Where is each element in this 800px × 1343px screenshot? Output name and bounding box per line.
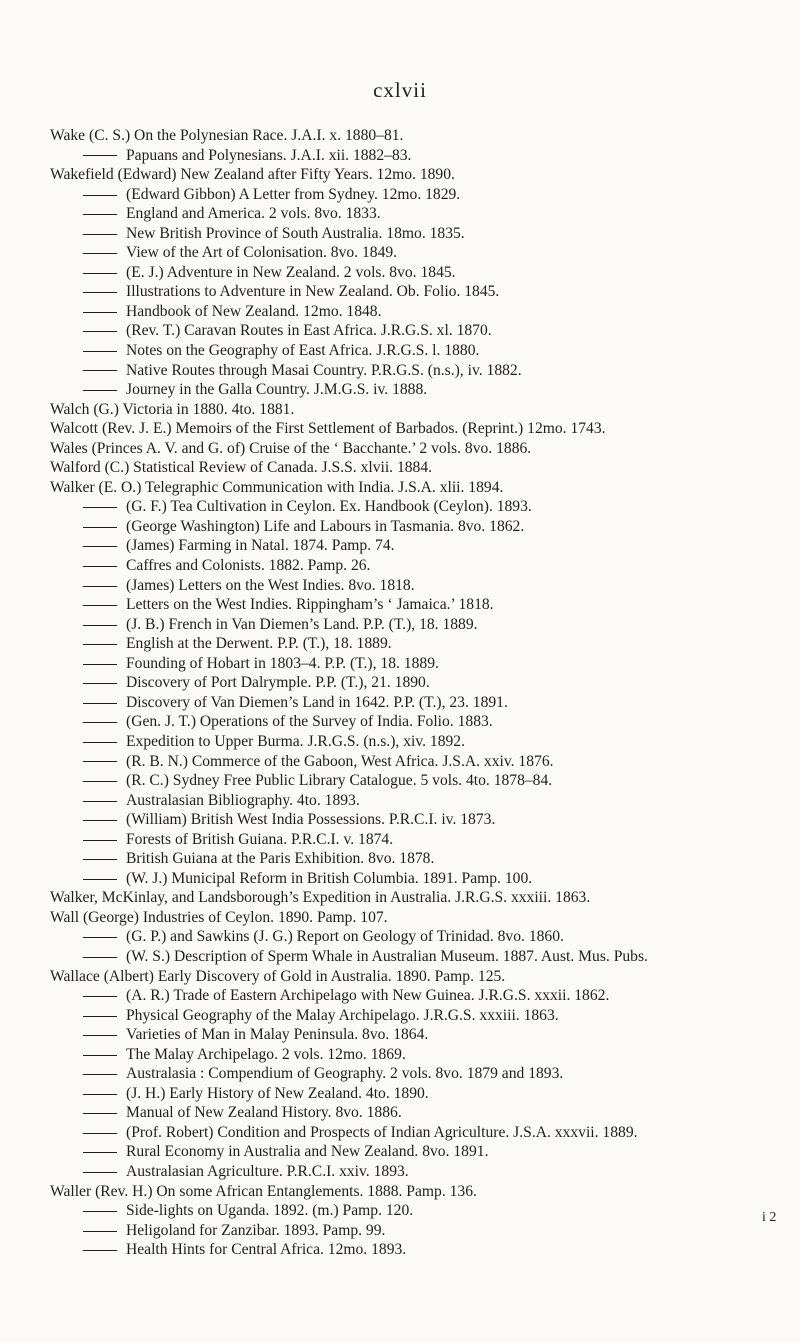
entry-text: Manual of New Zealand History. 8vo. 1886.: [126, 1104, 402, 1122]
entry-text: (J. H.) Early History of New Zealand. 4to. 1890.: [126, 1084, 429, 1102]
catalogue-subentry: [0, 947, 800, 967]
catalogue-subentry: [0, 1006, 800, 1026]
catalogue-subentry: [0, 1025, 800, 1045]
entry-text: (W. S.) Description of Sperm Whale in Australian Museum. 1887. Aust. Mus. Pubs.: [126, 947, 648, 965]
catalogue-subentry: [0, 810, 800, 830]
ditto-dash: [83, 625, 117, 626]
catalogue-subentry: [0, 1162, 800, 1182]
catalogue-subentry: [0, 1201, 800, 1221]
catalogue-subentry: [0, 927, 800, 947]
ditto-dash: [83, 214, 117, 215]
ditto-dash: [83, 820, 117, 821]
catalogue-subentry: [0, 634, 800, 654]
entry-text: Notes on the Geography of East Africa. J.R.G.S. l. 1880.: [126, 342, 480, 360]
ditto-dash: [83, 390, 117, 391]
ditto-dash: [83, 605, 117, 606]
catalogue-subentry: [0, 771, 800, 791]
entry-text: Walker (E. O.) Telegraphic Communication with India. J.S.A. xlii. 1894.: [50, 478, 504, 496]
catalogue-subentry: [0, 1142, 800, 1162]
entry-text: (Edward Gibbon) A Letter from Sydney. 12mo. 1829.: [126, 185, 461, 203]
entry-text: The Malay Archipelago. 2 vols. 12mo. 1869.: [126, 1045, 406, 1063]
ditto-dash: [83, 1113, 117, 1114]
ditto-dash: [83, 1231, 117, 1232]
entry-text: Papuans and Polynesians. J.A.I. xii. 1882–83.: [126, 146, 412, 164]
entry-text: Discovery of Van Diemen’s Land in 1642. P.P. (T.), 23. 1891.: [126, 693, 508, 711]
ditto-dash: [83, 546, 117, 547]
catalogue-subentry: [0, 556, 800, 576]
catalogue-subentry: [0, 615, 800, 635]
catalogue-subentry: [0, 654, 800, 674]
entry-text: Heligoland for Zanzibar. 1893. Pamp. 99.: [126, 1221, 386, 1239]
ditto-dash: [83, 859, 117, 860]
catalogue-subentry: [0, 1123, 800, 1143]
entry-text: English at the Derwent. P.P. (T.), 18. 1889.: [126, 635, 392, 653]
entry-text: Physical Geography of the Malay Archipelago. J.R.G.S. xxxiii. 1863.: [126, 1006, 559, 1024]
entry-text: Walcott (Rev. J. E.) Memoirs of the First Settlement of Barbados. (Reprint.) 12mo. 1743.: [50, 420, 606, 438]
entry-text: Discovery of Port Dalrymple. P.P. (T.), 21. 1890.: [126, 674, 430, 692]
catalogue-entry: [0, 908, 800, 928]
ditto-dash: [83, 312, 117, 313]
catalogue-subentry: [0, 380, 800, 400]
catalogue-subentry: [0, 1240, 800, 1260]
ditto-dash: [83, 527, 117, 528]
catalogue-subentry: [0, 693, 800, 713]
catalogue-subentry: [0, 497, 800, 517]
ditto-dash: [83, 1094, 117, 1095]
entry-text: Letters on the West Indies. Rippingham’s ‘ Jamaica.’ 1818.: [126, 596, 494, 614]
catalogue-subentry: [0, 204, 800, 224]
entry-text: (J. B.) French in Van Diemen’s Land. P.P. (T.), 18. 1889.: [126, 615, 478, 633]
entry-text: Wake (C. S.) On the Polynesian Race. J.A.I. x. 1880–81.: [50, 127, 404, 144]
entry-text: Expedition to Upper Burma. J.R.G.S. (n.s.), xiv. 1892.: [126, 732, 465, 750]
entry-text: View of the Art of Colonisation. 8vo. 1849.: [126, 244, 398, 262]
entry-text: Wales (Princes A. V. and G. of) Cruise of the ‘ Bacchante.’ 2 vols. 8vo. 1886.: [50, 439, 532, 457]
catalogue-subentry: [0, 986, 800, 1006]
ditto-dash: [83, 1172, 117, 1173]
ditto-dash: [83, 1250, 117, 1251]
entry-text: Wakefield (Edward) New Zealand after Fifty Years. 12mo. 1890.: [50, 166, 455, 184]
ditto-dash: [83, 683, 117, 684]
catalogue-subentry: [0, 830, 800, 850]
ditto-dash: [83, 801, 117, 802]
catalogue-subentry: [0, 302, 800, 322]
catalogue-subentry: [0, 752, 800, 772]
catalogue-subentry: [0, 791, 800, 811]
ditto-dash: [83, 1016, 117, 1017]
catalogue-entry: [0, 888, 800, 908]
entry-text: Australasia : Compendium of Geography. 2 vols. 8vo. 1879 and 1893.: [126, 1065, 564, 1083]
entry-text: Illustrations to Adventure in New Zealand. Ob. Folio. 1845.: [126, 283, 500, 301]
ditto-dash: [83, 1035, 117, 1036]
entry-text: (G. P.) and Sawkins (J. G.) Report on Geology of Trinidad. 8vo. 1860.: [126, 928, 564, 946]
catalogue-entry: [0, 419, 800, 439]
printer-signature: i 2: [762, 1210, 777, 1225]
entry-text: (James) Letters on the West Indies. 8vo. 1818.: [126, 576, 415, 594]
entry-text: Caffres and Colonists. 1882. Pamp. 26.: [126, 557, 371, 575]
catalogue-subentry: [0, 1221, 800, 1241]
catalogue-entry: [0, 126, 800, 146]
entry-text: Side-lights on Uganda. 1892. (m.) Pamp. 120.: [126, 1202, 414, 1220]
entry-text: (R. C.) Sydney Free Public Library Catalogue. 5 vols. 4to. 1878–84.: [126, 772, 553, 790]
catalogue-subentry: [0, 224, 800, 244]
entry-text: (James) Farming in Natal. 1874. Pamp. 74.: [126, 537, 395, 555]
ditto-dash: [83, 195, 117, 196]
ditto-dash: [83, 370, 117, 371]
ditto-dash: [83, 292, 117, 293]
ditto-dash: [83, 937, 117, 938]
catalogue-subentry: [0, 673, 800, 693]
entry-text: Health Hints for Central Africa. 12mo. 1893.: [126, 1241, 407, 1259]
ditto-dash: [83, 566, 117, 567]
entry-text: (G. F.) Tea Cultivation in Ceylon. Ex. Handbook (Ceylon). 1893.: [126, 498, 532, 516]
entry-list: [0, 126, 800, 1260]
catalogue-subentry: [0, 1045, 800, 1065]
catalogue-subentry: [0, 185, 800, 205]
catalogue-subentry: [0, 321, 800, 341]
ditto-dash: [83, 957, 117, 958]
catalogue-subentry: [0, 146, 800, 166]
entry-text: British Guiana at the Paris Exhibition. 8vo. 1878.: [126, 850, 435, 868]
ditto-dash: [83, 1055, 117, 1056]
ditto-dash: [83, 1074, 117, 1075]
ditto-dash: [83, 644, 117, 645]
entry-text: (Rev. T.) Caravan Routes in East Africa. J.R.G.S. xl. 1870.: [126, 322, 492, 340]
ditto-dash: [83, 234, 117, 235]
catalogue-subentry: [0, 1064, 800, 1084]
ditto-dash: [83, 253, 117, 254]
ditto-dash: [83, 840, 117, 841]
catalogue-subentry: [0, 341, 800, 361]
catalogue-entry: [0, 458, 800, 478]
catalogue-subentry: [0, 517, 800, 537]
catalogue-subentry: [0, 1103, 800, 1123]
ditto-dash: [83, 879, 117, 880]
entry-text: Rural Economy in Australia and New Zealand. 8vo. 1891.: [126, 1143, 489, 1161]
catalogue-subentry: [0, 712, 800, 732]
entry-text: New British Province of South Australia. 18mo. 1835.: [126, 224, 465, 242]
ditto-dash: [83, 703, 117, 704]
catalogue-subentry: [0, 282, 800, 302]
ditto-dash: [83, 664, 117, 665]
entry-text: (William) British West India Possessions. P.R.C.I. iv. 1873.: [126, 811, 496, 829]
entry-text: (W. J.) Municipal Reform in British Columbia. 1891. Pamp. 100.: [126, 869, 533, 887]
entry-text: Forests of British Guiana. P.R.C.I. v. 1874.: [126, 830, 394, 848]
catalogue-subentry: [0, 732, 800, 752]
catalogue-subentry: [0, 849, 800, 869]
ditto-dash: [83, 722, 117, 723]
entry-text: Wall (George) Industries of Ceylon. 1890. Pamp. 107.: [50, 908, 388, 926]
entry-text: Australasian Agriculture. P.R.C.I. xxiv. 1893.: [126, 1162, 409, 1180]
catalogue-subentry: [0, 243, 800, 263]
ditto-dash: [83, 1211, 117, 1212]
ditto-dash: [83, 351, 117, 352]
catalogue-subentry: [0, 1084, 800, 1104]
catalogue-entry: [0, 967, 800, 987]
entry-text: Founding of Hobart in 1803–4. P.P. (T.), 18. 1889.: [126, 654, 439, 672]
entry-text: Native Routes through Masai Country. P.R.G.S. (n.s.), iv. 1882.: [126, 361, 522, 379]
catalogue-subentry: [0, 361, 800, 381]
ditto-dash: [83, 1133, 117, 1134]
entry-text: (Gen. J. T.) Operations of the Survey of India. Folio. 1883.: [126, 713, 493, 731]
catalogue-subentry: [0, 869, 800, 889]
entry-text: Waller (Rev. H.) On some African Entanglements. 1888. Pamp. 136.: [50, 1182, 477, 1200]
ditto-dash: [83, 781, 117, 782]
entry-text: (Prof. Robert) Condition and Prospects of Indian Agriculture. J.S.A. xxxvii. 1889.: [126, 1123, 638, 1141]
catalogue-entry: [0, 1182, 800, 1202]
ditto-dash: [83, 273, 117, 274]
catalogue-entry: [0, 165, 800, 185]
entry-text: Journey in the Galla Country. J.M.G.S. iv. 1888.: [126, 381, 428, 399]
ditto-dash: [83, 761, 117, 762]
entry-text: England and America. 2 vols. 8vo. 1833.: [126, 205, 381, 223]
entry-text: Walch (G.) Victoria in 1880. 4to. 1881.: [50, 400, 295, 418]
entry-text: Walker, McKinlay, and Landsborough’s Expedition in Australia. J.R.G.S. xxxiii. 1863.: [50, 889, 591, 907]
entry-text: (A. R.) Trade of Eastern Archipelago with New Guinea. J.R.G.S. xxxii. 1862.: [126, 987, 610, 1005]
catalogue-entry: [0, 400, 800, 420]
entry-text: Wallace (Albert) Early Discovery of Gold in Australia. 1890. Pamp. 125.: [50, 967, 506, 985]
ditto-dash: [83, 155, 117, 156]
catalogue-subentry: [0, 595, 800, 615]
entry-text: Australasian Bibliography. 4to. 1893.: [126, 791, 360, 809]
ditto-dash: [83, 331, 117, 332]
ditto-dash: [83, 507, 117, 508]
entry-text: Walford (C.) Statistical Review of Canada. J.S.S. xlvii. 1884.: [50, 459, 433, 477]
page-number: cxlvii: [373, 78, 427, 102]
entry-text: (George Washington) Life and Labours in Tasmania. 8vo. 1862.: [126, 517, 525, 535]
catalogue-subentry: [0, 263, 800, 283]
ditto-dash: [83, 586, 117, 587]
entry-text: Varieties of Man in Malay Peninsula. 8vo. 1864.: [126, 1026, 429, 1044]
catalogue-subentry: [0, 576, 800, 596]
catalogue-subentry: [0, 536, 800, 556]
catalogue-entry: [0, 439, 800, 459]
ditto-dash: [83, 742, 117, 743]
ditto-dash: [83, 996, 117, 997]
entry-text: (E. J.) Adventure in New Zealand. 2 vols. 8vo. 1845.: [126, 263, 456, 281]
entry-text: Handbook of New Zealand. 12mo. 1848.: [126, 302, 382, 320]
entry-text: (R. B. N.) Commerce of the Gaboon, West Africa. J.S.A. xxiv. 1876.: [126, 752, 554, 770]
ditto-dash: [83, 1152, 117, 1153]
catalogue-entry: [0, 478, 800, 498]
